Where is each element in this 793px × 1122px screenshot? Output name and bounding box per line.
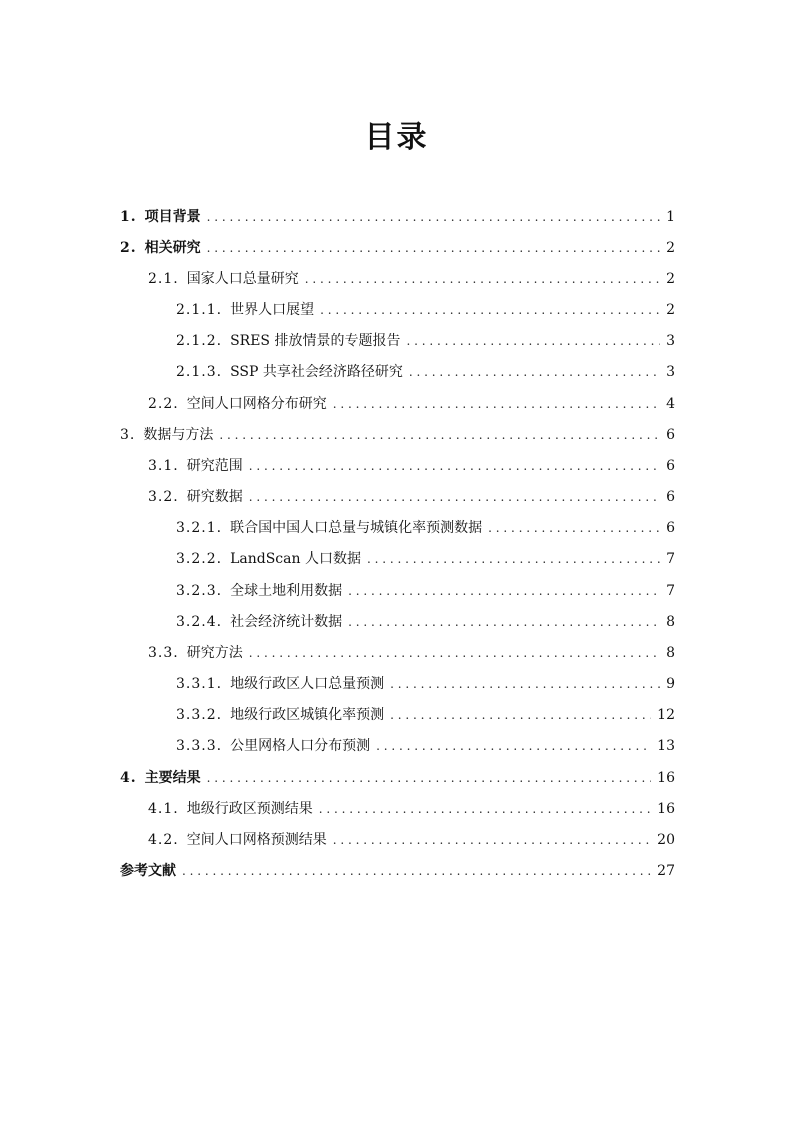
- toc-entry-references[interactable]: [120, 856, 675, 887]
- toc-entry-label: SRES 排放情景的专题报告: [230, 333, 401, 349]
- toc-entry-number: 4.1.: [148, 801, 179, 817]
- toc-entry-page: 3: [666, 333, 675, 349]
- toc-entry-label: 联合国中国人口总量与城镇化率预测数据: [230, 520, 483, 536]
- toc-entry-page: 12: [657, 707, 675, 723]
- toc-entry-1[interactable]: [120, 202, 675, 233]
- toc-entry-3-2-3[interactable]: [176, 576, 675, 607]
- toc-entry-number: 3.3.3.: [176, 738, 223, 754]
- toc-entry-label: 研究范围: [186, 458, 243, 474]
- toc-leader-dots: [367, 544, 660, 575]
- toc-leader-dots: [320, 295, 660, 326]
- toc-entry-3[interactable]: [120, 420, 675, 451]
- toc-entry-number: 3.3.2.: [176, 707, 223, 723]
- toc-entry-label: 空间人口网格分布研究: [186, 396, 327, 412]
- toc-leader-dots: [348, 576, 660, 607]
- toc-entry-label: 参考文献: [120, 863, 176, 879]
- toc-leader-dots: [249, 482, 660, 513]
- toc-entry-number: 3.3.: [148, 645, 179, 661]
- toc-leader-dots: [319, 794, 651, 825]
- toc-entry-page: 4: [666, 396, 675, 412]
- toc-leader-dots: [390, 700, 651, 731]
- toc-leader-dots: [406, 326, 660, 357]
- toc-entry-number: 3.3.1.: [176, 676, 223, 692]
- toc-entry-label: 全球土地利用数据: [230, 583, 343, 599]
- toc-leader-dots: [333, 389, 660, 420]
- toc-leader-dots: [182, 856, 651, 887]
- toc-entry-label: 研究方法: [186, 645, 243, 661]
- toc-entry-4[interactable]: [120, 763, 675, 794]
- toc-entry-page: 9: [666, 676, 675, 692]
- toc-entry-page: 1: [666, 209, 675, 225]
- toc-entry-number: 3.2.1.: [176, 520, 223, 536]
- toc-leader-dots: [249, 638, 660, 669]
- toc-leader-dots: [249, 451, 660, 482]
- toc-entry-2-1-2[interactable]: [176, 326, 675, 357]
- toc-entry-page: 13: [657, 738, 675, 754]
- toc-entry-label: 公里网格人口分布预测: [230, 738, 371, 754]
- toc-entry-number: 2.2.: [148, 396, 179, 412]
- toc-entry-label: 主要结果: [144, 770, 201, 786]
- toc-entry-3-2-2[interactable]: [176, 544, 675, 575]
- page-title: 目录: [364, 120, 429, 155]
- toc-entry-3-2[interactable]: [148, 482, 675, 513]
- toc-leader-dots: [409, 357, 660, 388]
- toc-entry-page: 6: [666, 489, 675, 505]
- toc-entry-page: 6: [666, 520, 675, 536]
- toc-entry-number: 3.2.: [148, 489, 179, 505]
- toc-entry-label: LandScan 人口数据: [230, 551, 361, 567]
- toc-entry-label: 空间人口网格预测结果: [186, 832, 327, 848]
- toc-entry-3-3-2[interactable]: [176, 700, 675, 731]
- toc-entry-3-1[interactable]: [148, 451, 675, 482]
- toc-entry-page: 8: [666, 614, 675, 630]
- toc-entry-2[interactable]: [120, 233, 675, 264]
- toc-entry-2-1-3[interactable]: [176, 357, 675, 388]
- toc-entry-3-3-3[interactable]: [176, 731, 675, 762]
- toc-entry-3-2-1[interactable]: [176, 513, 675, 544]
- toc-leader-dots: [376, 731, 651, 762]
- toc-entry-label: 社会经济统计数据: [230, 614, 343, 630]
- toc-entry-number: 3.2.4.: [176, 614, 223, 630]
- toc-entry-4-2[interactable]: [148, 825, 675, 856]
- toc-entry-number: 2.1.: [148, 271, 179, 287]
- toc-entry-number: 2.1.2.: [176, 333, 223, 349]
- toc-entry-label: SSP 共享社会经济路径研究: [230, 364, 403, 380]
- toc-entry-label: 研究数据: [186, 489, 243, 505]
- toc-entry-number: 3.2.3.: [176, 583, 223, 599]
- toc-entry-page: 20: [657, 832, 675, 848]
- toc-leader-dots: [219, 420, 660, 451]
- toc-leader-dots: [207, 202, 660, 233]
- toc-entry-number: 3.2.2.: [176, 551, 223, 567]
- toc-entry-number: 4.2.: [148, 832, 179, 848]
- toc-entry-number: 4.: [120, 770, 137, 786]
- toc-entry-number: 2.: [120, 240, 137, 256]
- toc-leader-dots: [333, 825, 651, 856]
- toc-entry-2-2[interactable]: [148, 389, 675, 420]
- toc-entry-page: 6: [666, 458, 675, 474]
- toc-entry-number: 3.: [120, 427, 136, 443]
- toc-entry-page: 2: [666, 240, 675, 256]
- toc-entry-page: 2: [666, 271, 675, 287]
- toc-entry-page: 6: [666, 427, 675, 443]
- toc-entry-label: 数据与方法: [143, 427, 214, 443]
- toc-entry-2-1[interactable]: [148, 264, 675, 295]
- toc-entry-label: 地级行政区人口总量预测: [230, 676, 385, 692]
- toc-entry-label: 地级行政区预测结果: [186, 801, 313, 817]
- toc-leader-dots: [207, 763, 652, 794]
- toc-entry-page: 8: [666, 645, 675, 661]
- toc-entry-page: 7: [666, 583, 675, 599]
- toc-leader-dots: [348, 607, 660, 638]
- toc-entry-page: 7: [666, 551, 675, 567]
- toc-entry-3-3-1[interactable]: [176, 669, 675, 700]
- toc-entry-number: 2.1.1.: [176, 302, 223, 318]
- toc-entry-page: 2: [666, 302, 675, 318]
- toc-entry-label: 项目背景: [144, 209, 201, 225]
- toc-entry-label: 国家人口总量研究: [186, 271, 299, 287]
- toc-entry-number: 2.1.3.: [176, 364, 223, 380]
- toc-leader-dots: [305, 264, 660, 295]
- toc-entry-page: 16: [657, 801, 675, 817]
- toc-leader-dots: [488, 513, 660, 544]
- toc-entry-3-3[interactable]: [148, 638, 675, 669]
- toc-entry-4-1[interactable]: [148, 794, 675, 825]
- toc-entry-number: 1.: [120, 209, 137, 225]
- toc-entry-2-1-1[interactable]: [176, 295, 675, 326]
- toc-entry-3-2-4[interactable]: [176, 607, 675, 638]
- toc-leader-dots: [390, 669, 660, 700]
- toc-leader-dots: [207, 233, 660, 264]
- toc-entry-page: 3: [666, 364, 675, 380]
- toc-entry-page: 27: [657, 863, 675, 879]
- toc-entry-label: 世界人口展望: [230, 302, 315, 318]
- toc-entry-label: 地级行政区城镇化率预测: [230, 707, 385, 723]
- toc-entry-label: 相关研究: [144, 240, 201, 256]
- toc-entry-number: 3.1.: [148, 458, 179, 474]
- toc-entry-page: 16: [657, 770, 675, 786]
